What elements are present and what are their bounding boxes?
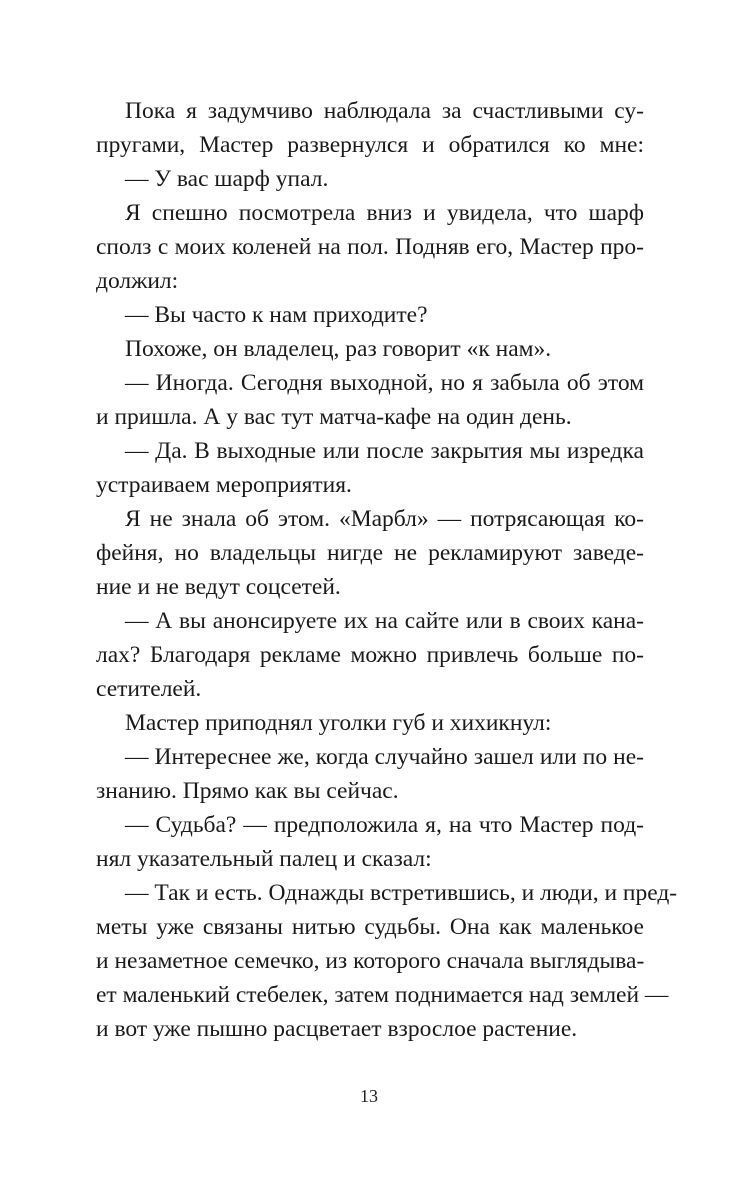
text-line: — У вас шарф упал. bbox=[125, 166, 329, 192]
text-line: — Вы часто к нам приходите? bbox=[125, 302, 428, 328]
text-line: ние и не ведут соцсетей. bbox=[96, 574, 341, 600]
text-line: меты уже связаны нитью судьбы. Она как маленькое bbox=[96, 914, 644, 940]
text-line: сполз с моих коленей на пол. Подняв его, Мастер про- bbox=[96, 234, 644, 260]
text-line: должил: bbox=[96, 268, 179, 294]
text-line: фейня, но владельцы нигде не рекламируют заведе- bbox=[96, 540, 644, 566]
text-line: пругами, Мастер развернулся и обратился ко мне: bbox=[96, 132, 644, 158]
text-line: — Иногда. Сегодня выходной, но я забыла об этом bbox=[125, 370, 644, 396]
text-line: сетителей. bbox=[96, 676, 202, 702]
text-line: Я не знала об этом. «Марбл» — потрясающая ко- bbox=[125, 506, 644, 532]
text-line: и незаметное семечко, из которого сначала выглядыва- bbox=[96, 948, 645, 974]
page-number: 13 bbox=[360, 1086, 378, 1106]
text-line: Похоже, он владелец, раз говорит «к нам». bbox=[125, 336, 552, 362]
text-line: устраиваем мероприятия. bbox=[96, 472, 352, 498]
text-line: и пришла. А у вас тут матча-кафе на один день. bbox=[96, 404, 572, 430]
text-line: — Так и есть. Однажды встретившись, и люди, и пред- bbox=[125, 880, 678, 906]
text-line: — Интереснее же, когда случайно зашел или по не- bbox=[125, 744, 644, 770]
text-line: ет маленький стебелек, затем поднимается над землей — bbox=[96, 982, 669, 1008]
text-line: — Судьба? — предположила я, на что Мастер под- bbox=[125, 812, 644, 838]
text-line: знанию. Прямо как вы сейчас. bbox=[96, 778, 399, 804]
text-line: Мастер приподнял уголки губ и хихикнул: bbox=[125, 710, 552, 736]
text-line: — А вы анонсируете их на сайте или в своих кана- bbox=[125, 608, 644, 634]
text-line: нял указательный палец и сказал: bbox=[96, 846, 432, 872]
text-line: Пока я задумчиво наблюдала за счастливыми су- bbox=[125, 98, 644, 124]
text-line: и вот уже пышно расцветает взрослое растение. bbox=[96, 1016, 578, 1042]
text-line: Я спешно посмотрела вниз и увидела, что шарф bbox=[125, 200, 644, 226]
text-line: — Да. В выходные или после закрытия мы изредка bbox=[125, 438, 644, 464]
text-line: лах? Благодаря рекламе можно привлечь больше по- bbox=[96, 642, 644, 668]
